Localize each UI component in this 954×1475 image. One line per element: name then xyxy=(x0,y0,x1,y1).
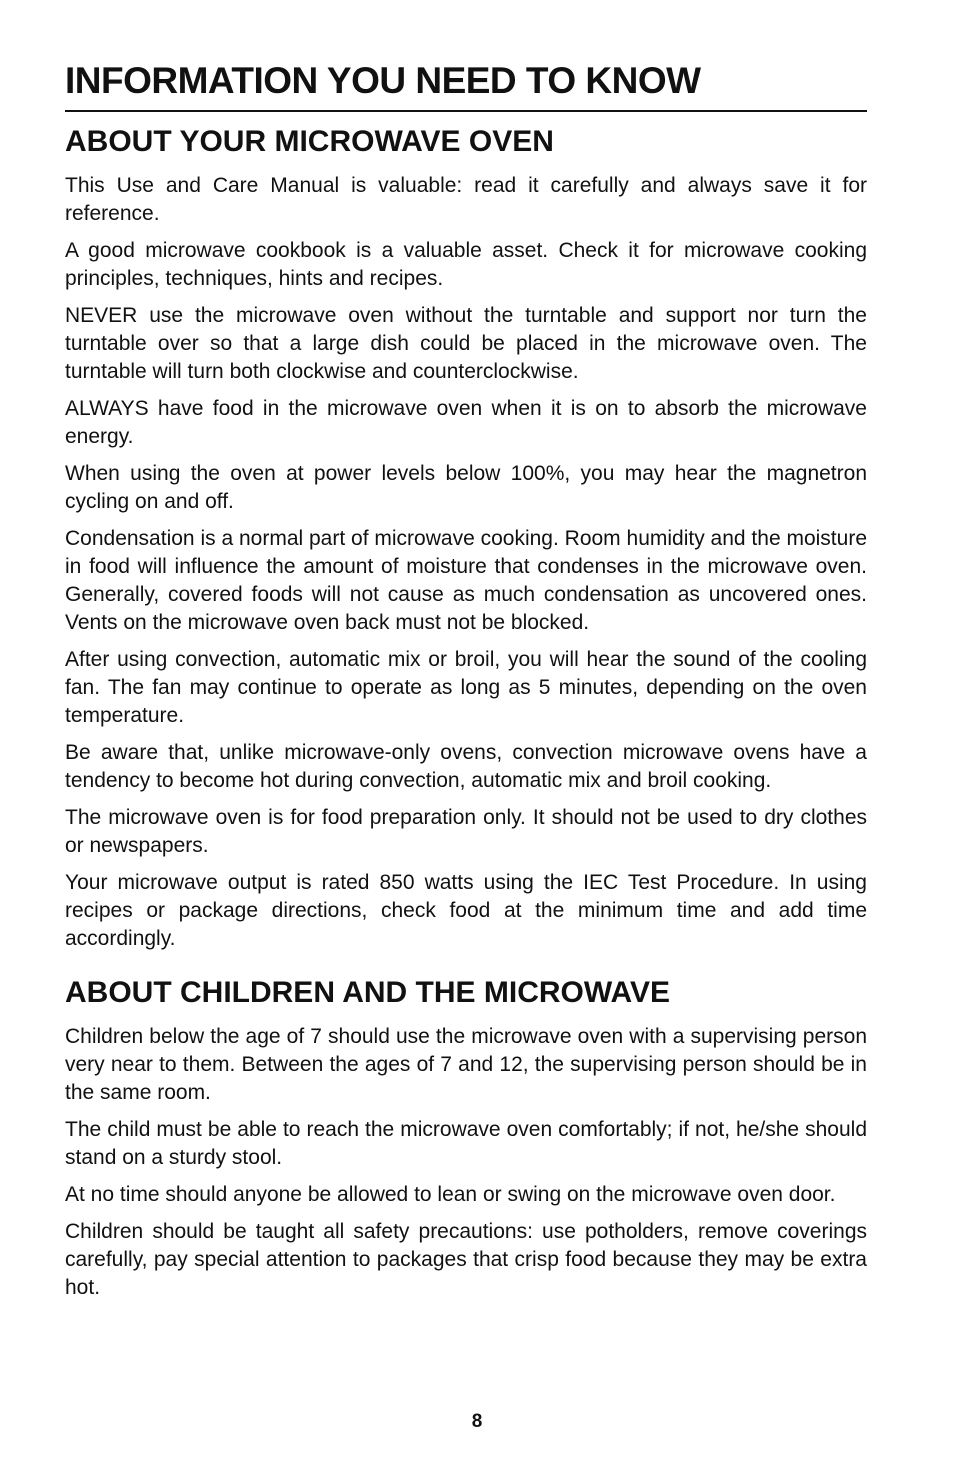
section-heading-microwave: ABOUT YOUR MICROWAVE OVEN xyxy=(65,125,554,158)
paragraph-turntable-text: use the microwave oven without the turntable and support nor turn the turntable over so that a large dish could be placed in the microwave oven. The turntable will turn both clockwise and counterclockwise. xyxy=(65,304,867,383)
paragraph-reach: The child must be able to reach the microwave oven comfortably; if not, he/she should stand on a sturdy stool. xyxy=(65,1118,867,1169)
paragraph-cooling-fan: After using convection, automatic mix or broil, you will hear the sound of the cooling fan. The fan may continue to operate as long as 5 minutes, depending on the oven temperature. xyxy=(65,648,867,727)
page-title: INFORMATION YOU NEED TO KNOW xyxy=(65,58,867,112)
paragraph-turntable xyxy=(65,302,867,386)
paragraph-output-rating: Your microwave output is rated 850 watts using the IEC Test Procedure. In using recipes or package directions, check food at the minimum time and add time accordingly. xyxy=(65,871,867,950)
paragraph-manual-value: This Use and Care Manual is valuable: read it carefully and always save it for reference. xyxy=(65,174,867,225)
paragraph-precautions: Children should be taught all safety precautions: use potholders, remove coverings carefully, pay special attention to packages that crisp food because they may be extra hot. xyxy=(65,1220,867,1299)
page-number: 8 xyxy=(471,1411,483,1432)
paragraph-condensation: Condensation is a normal part of microwave cooking. Room humidity and the moisture in food will influence the amount of moisture that condenses in the microwave oven. Generally, covered foods will not cause as much condensation as uncovered ones. Vents on the microwave oven back must not be blocked. xyxy=(65,527,867,634)
paragraph-food-inside-text: have food in the microwave oven when it is on to absorb the microwave energy. xyxy=(65,397,867,448)
manual-page xyxy=(65,58,867,1311)
paragraph-food-only: The microwave oven is for food preparation only. It should not be used to dry clothes or newspapers. xyxy=(65,806,867,857)
paragraph-supervision: Children below the age of 7 should use the microwave oven with a supervising person very near to them. Between the ages of 7 and 12, the supervising person should be in the same room. xyxy=(65,1025,867,1104)
never-lead: NEVER xyxy=(65,304,138,327)
always-lead: ALWAYS xyxy=(65,397,149,420)
paragraph-magnetron: When using the oven at power levels below 100%, you may hear the magnetron cycling on and off. xyxy=(65,462,867,513)
paragraph-food-inside xyxy=(65,395,867,451)
paragraph-cookbook: A good microwave cookbook is a valuable asset. Check it for microwave cooking principles, techniques, hints and recipes. xyxy=(65,239,867,290)
section-heading-children: ABOUT CHILDREN AND THE MICROWAVE xyxy=(65,976,670,1009)
paragraph-door: At no time should anyone be allowed to lean or swing on the microwave oven door. xyxy=(65,1183,836,1206)
paragraph-hot-surfaces: Be aware that, unlike microwave-only ovens, convection microwave ovens have a tendency to become hot during convection, automatic mix and broil cooking. xyxy=(65,741,867,792)
